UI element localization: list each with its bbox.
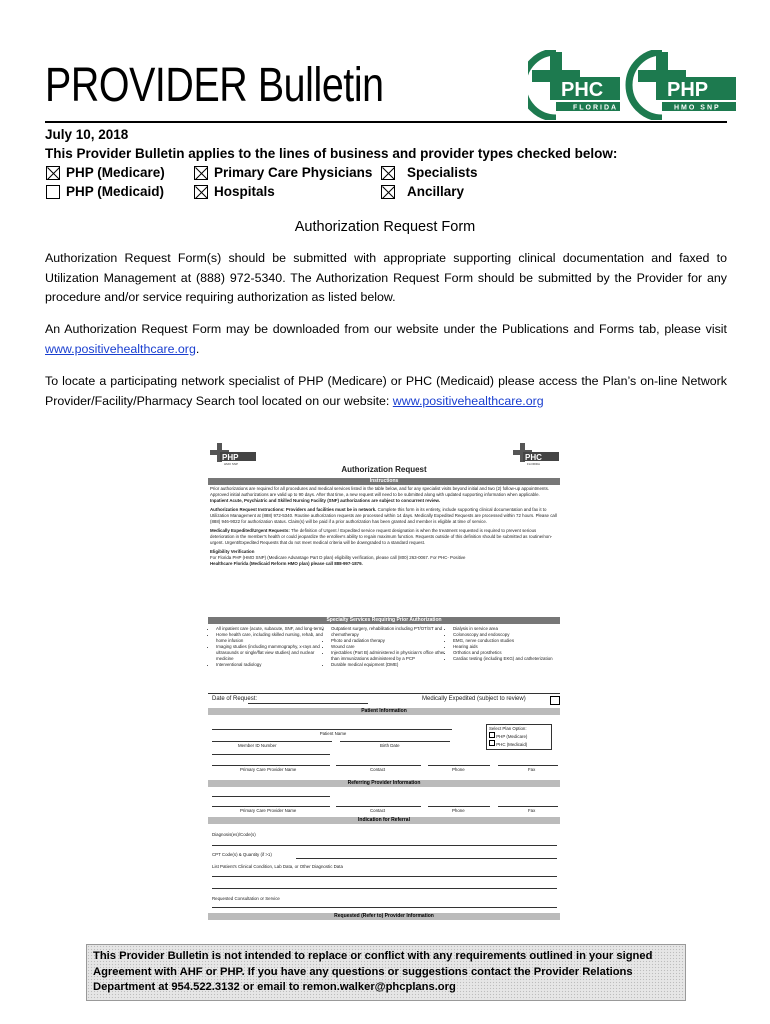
checkbox-php-medicaid[interactable]: PHP (Medicaid)	[46, 184, 164, 199]
form-member-id: Member ID Number	[238, 743, 277, 748]
form-diagnosis: Diagnosis(es)/Code(s)	[212, 832, 256, 837]
form-expedited-label: Medically Expedited (subject to review)	[422, 696, 526, 702]
svg-text:PHC: PHC	[525, 453, 542, 462]
form-select-plan: Select Plan Option: PHP (Medicare) PHC (Medicaid)	[486, 724, 552, 750]
form-requested-bar: Requested (Refer to) Provider Information	[208, 913, 560, 920]
paragraph-download: An Authorization Request Form may be downloaded from our website under the Publications and Forms tab, please visit www.positivehealthcare.org.	[45, 322, 727, 356]
website-link[interactable]: www.positivehealthcare.org	[45, 341, 196, 356]
section-title: Authorization Request Form	[294, 219, 476, 235]
form-patient-name: Patient Name	[319, 731, 347, 736]
form-phc-logo	[513, 442, 563, 468]
form-requested: Requested Consultation or Service	[212, 896, 280, 901]
checkbox-ancillary[interactable]: Ancillary	[381, 184, 464, 199]
checkbox-checked-icon	[194, 166, 208, 180]
form-indication-bar: Indication for Referral	[208, 817, 560, 824]
checkbox-hospitals[interactable]: Hospitals	[194, 184, 275, 199]
paragraph-fax-instructions: Authorization Request Form(s) should be submitted with appropriate supporting clinical documentation and faxed to Utilization Management at (888) 972-5340. The Authorization Request Form should be submitted by the Provider for any procedure and/or service requiring authorization as listed below.	[45, 251, 727, 304]
form-services-bar: Specialty Services Requiring Prior Authorization	[208, 617, 560, 624]
authorization-form-image	[208, 440, 560, 922]
form-services-col2: • Outpatient surgery, rehabilitation including PT/OT/ST and chemotherapy • Photo and radiation therapy • Wound care • Injectables (Part B) administered in physician's office other than immunizations administered by a PCP • Durable medical equipment (DME)	[323, 626, 446, 668]
form-contact: Contact	[370, 767, 386, 772]
paragraph-network-search: To locate a participating network specialist of PHP (Medicare) or PHC (Medicaid) please access the Plan’s on-line Network Provider/Facility/Pharmacy Search tool located on our website: www.positivehealthcare.org	[45, 374, 727, 408]
checkbox-php-medicare[interactable]: PHP (Medicare)	[46, 165, 165, 180]
bulletin-date: July 10, 2018	[45, 127, 129, 142]
svg-text:FLORIDA: FLORIDA	[527, 462, 541, 466]
checkbox-specialists[interactable]: Specialists	[381, 165, 478, 180]
form-services-col3: • Dialysis in service area • Colonoscopy and endoscopy • EMG, nerve conduction studies • Hearing aids • Orthotics and prosthetics • Cardiac testing (including EKG) and catheterization	[445, 626, 563, 662]
form-patient-bar: Patient Information	[208, 708, 560, 715]
form-date-of-request: Date of Request:	[212, 696, 258, 702]
form-clinical: List Patient's Clinical Condition, Lab Data, or Other Diagnostic Data	[212, 864, 343, 869]
svg-text:PHP: PHP	[667, 79, 709, 101]
checkbox-checked-icon	[46, 166, 60, 180]
checkbox-primary-care[interactable]: Primary Care Physicians	[194, 165, 372, 180]
form-instructions-bar: Instructions	[208, 478, 560, 485]
svg-text:PHC: PHC	[561, 79, 604, 101]
form-referring-bar: Referring Provider Information	[208, 780, 560, 787]
form-cpt: CPT Code(s) & Quantity (if >1)	[212, 852, 272, 857]
checkbox-checked-icon	[381, 185, 395, 199]
form-fax: Fax	[528, 767, 536, 772]
checkbox-checked-icon	[381, 166, 395, 180]
svg-text:HMO SNP: HMO SNP	[674, 104, 721, 112]
form-birth-date: Birth Date	[380, 743, 400, 748]
svg-text:HMO SNP: HMO SNP	[224, 462, 239, 466]
form-phone: Phone	[452, 767, 465, 772]
form-php-logo	[210, 442, 260, 468]
checkbox-empty-icon	[46, 185, 60, 199]
svg-text:FLORIDA: FLORIDA	[573, 104, 619, 112]
form-contact: Contact	[370, 808, 386, 813]
php-logo	[629, 52, 736, 118]
page-title: PROVIDER Bulletin	[45, 59, 384, 112]
form-title: Authorization Request	[341, 465, 427, 474]
form-pcp-name: Primary Care Provider Name	[240, 767, 297, 772]
header-rule	[45, 121, 727, 123]
phc-php-logos	[528, 50, 738, 120]
form-phone: Phone	[452, 808, 465, 813]
form-fax: Fax	[528, 808, 536, 813]
form-services-col1: • All inpatient care (acute, subacute, SNF, and long-term) • Home health care, including skilled nursing, rehab, and home infusion • Imaging studies (including mammography, x-rays and ultrasounds or single/flat view studies) and nuclear medicine • Interventional radiology	[208, 626, 328, 668]
form-expedited-checkbox	[550, 696, 560, 705]
website-link[interactable]: www.positivehealthcare.org	[392, 393, 544, 408]
checkbox-checked-icon	[194, 185, 208, 199]
svg-text:PHP: PHP	[222, 453, 239, 462]
form-instructions-text: Prior authorizations are required for all procedures and medical services listed in the table below, and for any specialist visits beyond initial and two (2) follow-up appointments. Approved initial authorizations are valid up to 90 days. After that time, a new request will need to be submitted along with updated supporting information when applicable. Inpatient Acute, Psychiatric and Skilled Nursing Facility (SNF) authorizations are subject to concurrent review. Authorization Request Instructions: Providers and facilities must be in network. Complete this form in its entirety, include supporting clinical documentation and fax it to Utilization Management at (888) 972-5340. Routine authorization requests are processed within 14 days. Medically Expedited Requests are processed within 72 hours. Please call (888) 946-9022 for authorization status. Claim(s) will be paid if a prior authorization has been granted and member is eligible at time of service. Medically Expedited/Urgent Requests: The definition of Urgent / Expedited service request designation is when the treatment requested is required to prevent serious deterioration in the member's health or could jeopardize the enrollee's ability to regain maximum function. Requests outside of this definition should be submitted as routine/non-urgent. Urgent/Expedited Requests that do not meet medical criteria will be downgraded to a standard request. Eligibility Verification For Florida PHP (HMO SNP) (Medicare Advantage Part D plan) eligibility verification, please call (800) 263-0067. For PHC- Positive Healthcare Florida (Medicaid Reform HMO plan) please call 888-997-1879.	[210, 486, 557, 566]
phc-logo	[528, 52, 620, 118]
applies-text: This Provider Bulletin applies to the lines of business and provider types checked below:	[45, 146, 618, 161]
footer-disclaimer: This Provider Bulletin is not intended to replace or conflict with any requirements outlined in your signed Agreement with AHF or PHP. If you have any questions or suggestions contact the Provider Relations Department at 954.522.3132 or email to remon.walker@phcplans.org	[86, 944, 686, 1001]
form-pcp-name: Primary Care Provider Name	[240, 808, 297, 813]
